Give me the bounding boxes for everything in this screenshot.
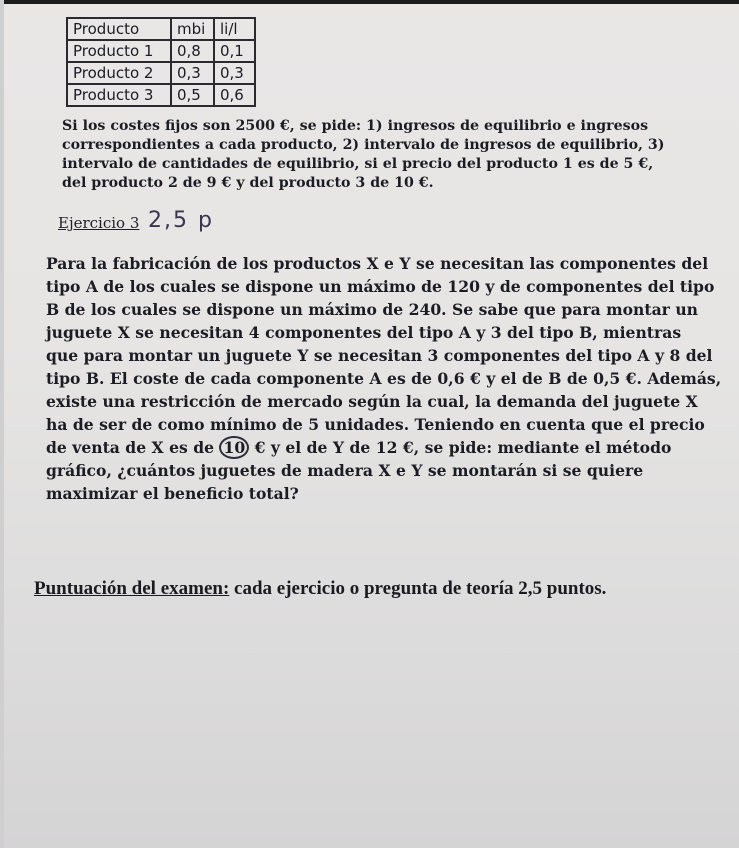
exercise3-line: tipo A de los cuales se dispone un máximo de 120 y de componentes del tipo (46, 277, 715, 296)
line-text: de venta de X es de (46, 438, 220, 457)
exercise3-line: Para la fabricación de los productos X e Y se necesitan las componentes del (46, 254, 709, 273)
exercise3-line: B de los cuales se dispone un máximo de 240. Se sabe que para montar un (46, 300, 698, 319)
table-cell: 0,6 (214, 84, 255, 106)
top-dark-edge (0, 0, 739, 4)
table-header-cell: li/l (214, 18, 255, 40)
table-cell: Producto 1 (67, 40, 171, 62)
table-header-row (67, 18, 255, 40)
handwritten-score-note: 2,5 p (148, 208, 214, 233)
exercise3-line: ha de ser de como mínimo de 5 unidades. Teniendo en cuenta que el precio (46, 415, 705, 434)
table-cell: 0,5 (171, 84, 214, 106)
exercise3-heading: Ejercicio 3 (58, 214, 140, 232)
exercise2-line: intervalo de cantidades de equilibrio, si el precio del producto 1 es de 5 €, (62, 156, 654, 172)
exercise2-line: Si los costes fijos son 2500 €, se pide: 1) ingresos de equilibrio e ingresos (62, 118, 649, 134)
scoring-label: Puntuación del examen: (34, 578, 230, 599)
line-text: € y el de Y de 12 €, se pide: mediante el método (249, 438, 672, 457)
exercise3-line: que para montar un juguete Y se necesitan 3 componentes del tipo A y 8 del (46, 346, 713, 365)
scoring-text: cada ejercicio o pregunta de teoría 2,5 puntos. (229, 578, 607, 599)
exercise3-line (46, 438, 671, 457)
left-page-edge (0, 0, 4, 848)
table-cell: 0,8 (171, 40, 214, 62)
exam-scoring-note (34, 578, 606, 600)
table-cell: 0,1 (214, 40, 255, 62)
exercise3-line: maximizar el beneficio total? (46, 484, 299, 503)
table-cell: Producto 3 (67, 84, 171, 106)
exercise3-line: existe una restricción de mercado según la cual, la demanda del juguete X (46, 392, 698, 411)
product-table (66, 17, 256, 107)
table-row (67, 62, 255, 84)
table-header-cell: mbi (171, 18, 214, 40)
exercise2-line: correspondientes a cada producto, 2) intervalo de ingresos de equilibrio, 3) (62, 137, 665, 153)
exercise3-line: juguete X se necesitan 4 componentes del tipo A y 3 del tipo B, mientras (46, 323, 682, 342)
table-row (67, 84, 255, 106)
table-header-cell: Producto (67, 18, 171, 40)
table-row (67, 40, 255, 62)
exercise3-line: tipo B. El coste de cada componente A es de 0,6 € y el de B de 0,5 €. Además, (46, 369, 722, 388)
exercise2-line: del producto 2 de 9 € y del producto 3 de 10 €. (62, 175, 434, 191)
table-cell: 0,3 (171, 62, 214, 84)
exercise3-line: gráfico, ¿cuántos juguetes de madera X e Y se montarán si se quiere (46, 461, 644, 480)
table-cell: 0,3 (214, 62, 255, 84)
circled-price: 10 (219, 436, 249, 459)
table-cell: Producto 2 (67, 62, 171, 84)
